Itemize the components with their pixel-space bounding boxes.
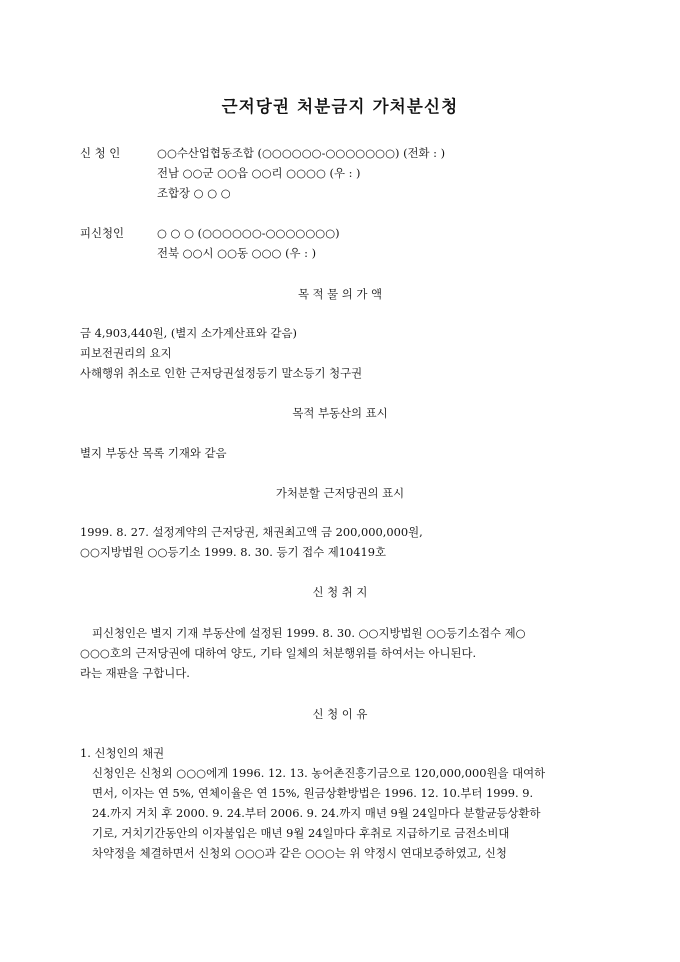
preserved-right-text: 사해행위 취소로 인한 근저당권설정등기 말소등기 청구권 [80, 366, 363, 380]
respondent-name: ○ ○ ○ (○○○○○○-○○○○○○○) [157, 226, 340, 240]
document-title: 근저당권 처분금지 가처분신청 [221, 97, 459, 116]
applicant-label: 신 청 인 [80, 146, 121, 160]
mortgage-line-2: ○○지방법원 ○○등기소 1999. 8. 30. 등기 접수 제10419호 [80, 545, 386, 559]
respondent-address: 전북 ○○시 ○○동 ○○○ (우 : ) [157, 246, 317, 260]
preserved-right-label: 피보전권리의 요지 [80, 346, 172, 360]
respondent-label: 피신청인 [80, 226, 125, 240]
applicant-address: 전남 ○○군 ○○읍 ○○리 ○○○○ (우 : ) [157, 166, 361, 180]
value-amount: 금 4,903,440원, (별지 소가계산표와 같음) [80, 326, 298, 340]
reason-line-4: 기로, 거치기간동안의 이자불입은 매년 9월 24일마다 후취로 지급하기로 금전소비대 [92, 826, 510, 840]
applicant-representative: 조합장 ○ ○ ○ [157, 186, 231, 200]
mortgage-line-1: 1999. 8. 27. 설정계약의 근저당권, 채권최고액 금 200,000,000원, [80, 525, 423, 539]
applicant-name: ○○수산업협동조합 (○○○○○○-○○○○○○○) (전화 : ) [157, 146, 446, 160]
reason-line-3: 24.까지 거치 후 2000. 9. 24.부터 2006. 9. 24.까지 매년 9월 24일마다 분할균등상환하 [92, 806, 541, 820]
property-text: 별지 부동산 목록 기재와 같음 [80, 446, 227, 460]
value-heading: 목 적 물 의 가 액 [297, 287, 383, 301]
reason-line-2: 면서, 이자는 연 5%, 연체이율은 연 15%, 원금상환방법은 1996. 12. 10.부터 1999. 9. [92, 786, 534, 800]
mortgage-heading: 가처분할 근저당권의 표시 [275, 486, 405, 500]
purpose-heading: 신 청 취 지 [312, 585, 368, 599]
reason-line-1: 신청인은 신청외 ○○○에게 1996. 12. 13. 농어촌진흥기금으로 120,000,000원을 대여하 [92, 766, 546, 780]
purpose-line-2: ○○○호의 근저당권에 대하여 양도, 기타 일체의 처분행위를 하여서는 아니된다. [80, 646, 477, 660]
reason-heading: 신 청 이 유 [312, 707, 368, 721]
purpose-line-3: 라는 재판을 구합니다. [80, 666, 190, 680]
reason-line-5: 차약정을 체결하면서 신청외 ○○○과 같은 ○○○는 위 약정시 연대보증하였고, 신청 [92, 846, 507, 860]
reason-subheading: 1. 신청인의 채권 [80, 746, 165, 760]
property-heading: 목적 부동산의 표시 [292, 406, 388, 420]
purpose-line-1: 피신청인은 별지 기재 부동산에 설정된 1999. 8. 30. ○○지방법원 ○○등기소접수 제○ [92, 626, 526, 640]
